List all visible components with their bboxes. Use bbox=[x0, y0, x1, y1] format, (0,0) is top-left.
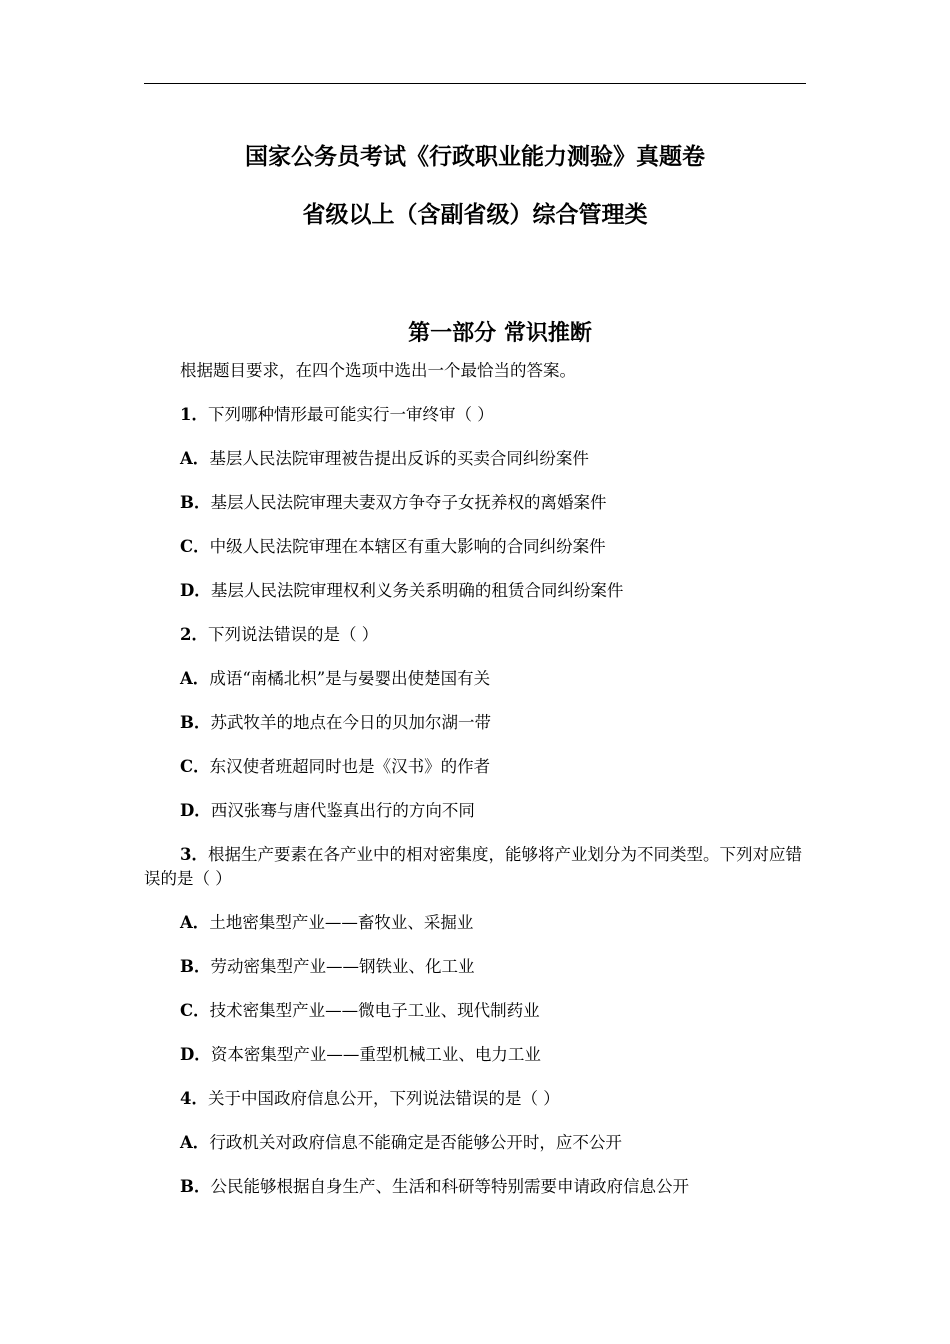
option-letter: D． bbox=[180, 581, 211, 600]
option-text: 土地密集型产业——畜牧业、采掘业 bbox=[209, 913, 474, 932]
option-1c bbox=[180, 535, 606, 559]
question-stem: 根据生产要素在各产业中的相对密集度，能够将产业划分为不同类型。下列对应错误的是（ ） bbox=[144, 845, 802, 888]
question-number: 4． bbox=[180, 1089, 208, 1108]
option-letter: B． bbox=[180, 1177, 211, 1196]
option-letter: C． bbox=[180, 537, 210, 556]
option-text: 技术密集型产业——微电子工业、现代制药业 bbox=[209, 1001, 540, 1020]
option-2c bbox=[180, 755, 490, 779]
option-text: 西汉张骞与唐代鉴真出行的方向不同 bbox=[210, 801, 475, 820]
question-stem: 下列哪种情形最可能实行一审终审（ ） bbox=[207, 405, 494, 424]
option-text: 公民能够根据自身生产、生活和科研等特别需要申请政府信息公开 bbox=[210, 1177, 689, 1196]
option-letter: B． bbox=[180, 493, 211, 512]
option-4b bbox=[180, 1175, 689, 1199]
document-subtitle: 省级以上（含副省级）综合管理类 bbox=[302, 201, 648, 228]
option-text: 中级人民法院审理在本辖区有重大影响的合同纠纷案件 bbox=[209, 537, 606, 556]
option-letter: A． bbox=[180, 1133, 210, 1152]
option-1b bbox=[180, 491, 606, 515]
question-2 bbox=[180, 623, 378, 647]
option-text: 东汉使者班超同时也是《汉书》的作者 bbox=[209, 757, 491, 776]
option-letter: D． bbox=[180, 1045, 211, 1064]
option-text: 劳动密集型产业——钢铁业、化工业 bbox=[210, 957, 475, 976]
option-text: 基层人民法院审理夫妻双方争夺子女抚养权的离婚案件 bbox=[210, 493, 607, 512]
option-letter: C． bbox=[180, 757, 210, 776]
question-1 bbox=[180, 403, 494, 427]
option-letter: A． bbox=[180, 449, 210, 468]
question-stem: 下列说法错误的是（ ） bbox=[207, 625, 379, 644]
option-3c bbox=[180, 999, 540, 1023]
option-text: 资本密集型产业——重型机械工业、电力工业 bbox=[210, 1045, 541, 1064]
option-text: 行政机关对政府信息不能确定是否能够公开时，应不公开 bbox=[209, 1133, 622, 1152]
option-letter: B． bbox=[180, 957, 211, 976]
header-rule bbox=[144, 83, 806, 84]
option-3a bbox=[180, 911, 473, 935]
option-1a bbox=[180, 447, 589, 471]
option-text: 苏武牧羊的地点在今日的贝加尔湖一带 bbox=[210, 713, 491, 732]
option-letter: A． bbox=[180, 669, 210, 688]
question-number: 2． bbox=[180, 625, 208, 644]
question-stem: 关于中国政府信息公开，下列说法错误的是（ ） bbox=[207, 1089, 560, 1108]
option-letter: A． bbox=[180, 913, 210, 932]
option-2a bbox=[180, 667, 490, 691]
option-2b bbox=[180, 711, 491, 735]
option-1d bbox=[180, 579, 623, 603]
option-2d bbox=[180, 799, 475, 823]
option-4a bbox=[180, 1131, 622, 1155]
document-title: 国家公务员考试《行政职业能力测验》真题卷 bbox=[245, 143, 705, 170]
option-text: 基层人民法院审理被告提出反诉的买卖合同纠纷案件 bbox=[209, 449, 589, 468]
option-text: 基层人民法院审理权利义务关系明确的租赁合同纠纷案件 bbox=[210, 581, 624, 600]
option-letter: D． bbox=[180, 801, 211, 820]
section-heading: 第一部分 常识推断 bbox=[408, 320, 592, 346]
question-3 bbox=[144, 843, 808, 891]
option-3d bbox=[180, 1043, 541, 1067]
option-letter: C． bbox=[180, 1001, 210, 1020]
question-number: 1． bbox=[180, 405, 208, 424]
question-number: 3． bbox=[180, 845, 208, 864]
question-4 bbox=[180, 1087, 560, 1111]
instruction-text: 根据题目要求，在四个选项中选出一个最恰当的答案。 bbox=[180, 361, 576, 380]
option-letter: B． bbox=[180, 713, 211, 732]
option-3b bbox=[180, 955, 474, 979]
option-text: 成语“南橘北枳”是与晏婴出使楚国有关 bbox=[209, 669, 491, 688]
